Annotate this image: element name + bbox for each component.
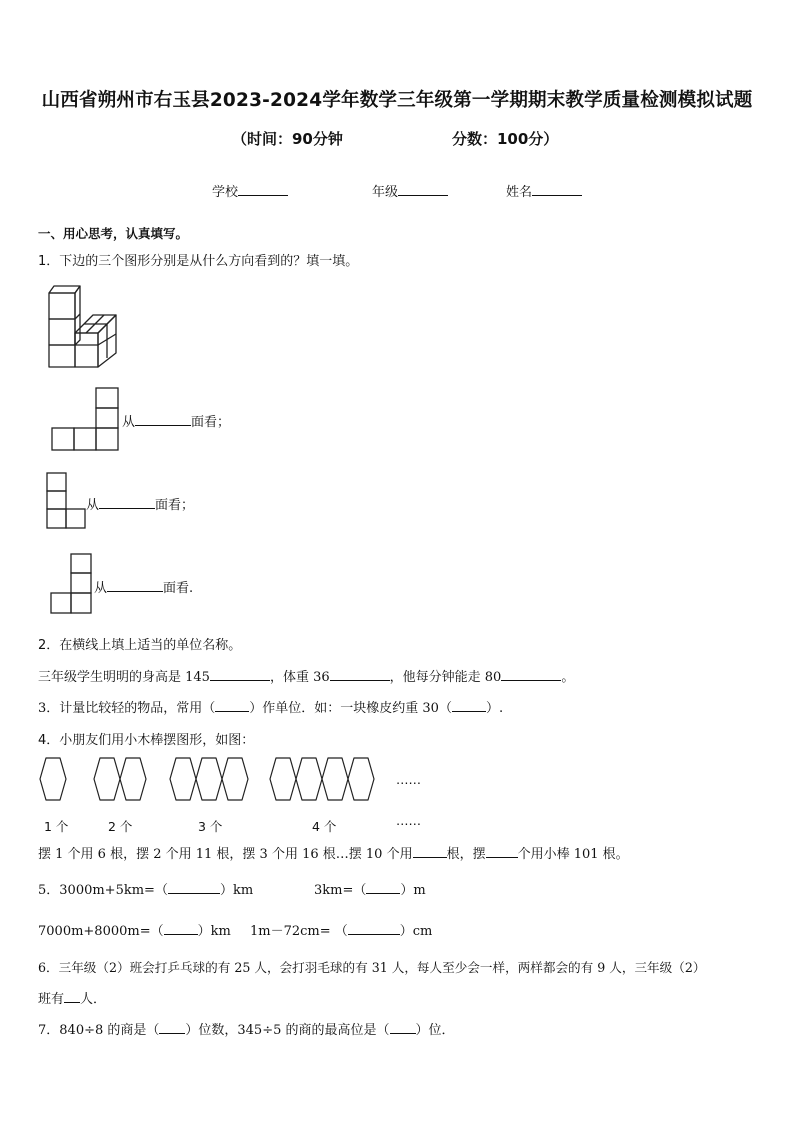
question-5b: 3km=（ ）m xyxy=(314,883,426,898)
question-7-line: 7．840÷8 的商是（ ）位数，345÷5 的商的最高位是（ ）位． xyxy=(38,1023,455,1038)
hexagon-4-3 xyxy=(322,758,348,800)
view-2-answer[interactable]: 从 面看； xyxy=(86,498,195,513)
name-blank[interactable] xyxy=(532,183,582,196)
hexagon-label-3: 3 个 xyxy=(198,819,223,834)
q6-blank[interactable] xyxy=(64,990,80,1003)
question-6-line-1: 6．三年级（2）班会打乒乓球的有 25 人，会打羽毛球的有 31 人，每人至少会一样，两样都会的有 9 人，三年级（2） xyxy=(38,960,706,975)
school-blank[interactable] xyxy=(238,183,288,196)
hexagon-3-1 xyxy=(170,758,196,800)
grade-field[interactable] xyxy=(372,181,448,200)
name-label: 姓名 xyxy=(506,185,533,200)
question-6-line-2: 班有 人． xyxy=(38,992,107,1007)
view-3-figure xyxy=(50,553,94,615)
grade-blank[interactable] xyxy=(398,183,448,196)
unit-blank-2[interactable] xyxy=(452,699,486,712)
hexagon-sticks-figure xyxy=(36,756,426,808)
continuation-dots-top: …… xyxy=(396,772,421,787)
grade-label: 年级 xyxy=(372,185,399,200)
weight-unit-blank[interactable] xyxy=(330,668,390,681)
q5d-blank[interactable] xyxy=(348,922,400,935)
question-1-text: 1．下边的三个图形分别是从什么方向看到的？填一填。 xyxy=(38,254,359,269)
view-1-blank[interactable] xyxy=(135,413,191,426)
view-1-figure xyxy=(52,386,122,452)
walk-unit-blank[interactable] xyxy=(501,668,561,681)
cube-stack-figure xyxy=(48,282,120,368)
page-title: 山西省朔州市右玉县2023-2024学年数学三年级第一学期期末教学质量检测模拟试题 xyxy=(41,90,753,111)
question-4-text: 4．小朋友们用小木棒摆图形，如图： xyxy=(38,733,255,748)
exam-time: （时间：90分钟 xyxy=(232,130,343,148)
height-unit-blank[interactable] xyxy=(210,668,270,681)
question-4-line: 摆 1 个用 6 根，摆 2 个用 11 根，摆 3 个用 16 根…摆 10 个用 根，摆 个用小棒 101 根。 xyxy=(38,847,629,862)
question-3-line: 3．计量比较轻的物品，常用（ ）作单位．如：一块橡皮约重 30（ ）. xyxy=(38,701,504,716)
hexagon-3-2 xyxy=(196,758,222,800)
q5b-blank[interactable] xyxy=(366,881,400,894)
view-3-answer[interactable]: 从 面看. xyxy=(94,581,194,596)
question-2-line: 三年级学生明明的身高是 145 ，体重 36 ，他每分钟能走 80 。 xyxy=(38,670,575,685)
q5c-blank[interactable] xyxy=(164,922,198,935)
hexagon-4-1 xyxy=(270,758,296,800)
hexagon-2-1 xyxy=(94,758,120,800)
section-heading: 一、用心思考，认真填写。 xyxy=(38,226,189,241)
view-3-blank[interactable] xyxy=(107,579,163,592)
hexagon-label-2: 2 个 xyxy=(108,819,133,834)
hexagon-4-4 xyxy=(348,758,374,800)
q5a-blank[interactable] xyxy=(168,881,220,894)
school-label: 学校 xyxy=(212,185,239,200)
hexagon-3-3 xyxy=(222,758,248,800)
count-101-blank[interactable] xyxy=(486,845,518,858)
hexagon-2-2 xyxy=(120,758,146,800)
question-2-text: 2．在横线上填上适当的单位名称。 xyxy=(38,638,242,653)
unit-blank-1[interactable] xyxy=(215,699,249,712)
school-field[interactable] xyxy=(212,181,288,200)
hexagon-4-2 xyxy=(296,758,322,800)
name-field[interactable] xyxy=(506,181,582,200)
view-2-blank[interactable] xyxy=(99,496,155,509)
q7-digits-blank[interactable] xyxy=(159,1021,185,1034)
hexagon-label-4: 4 个 xyxy=(312,819,337,834)
continuation-dots-bottom: …… xyxy=(396,813,421,828)
hexagon-label-1: 1 个 xyxy=(44,819,69,834)
view-2-figure xyxy=(46,472,88,530)
hexagon-1-1 xyxy=(40,758,66,800)
exam-score: 分数：100分） xyxy=(452,130,559,148)
view-1-answer[interactable]: 从 面看； xyxy=(122,415,231,430)
question-5c: 7000m+8000m=（ ）km xyxy=(38,924,231,939)
sticks-10-blank[interactable] xyxy=(413,845,447,858)
question-5d: 1m－72cm= （ ）cm xyxy=(250,924,433,939)
q7-place-blank[interactable] xyxy=(390,1021,416,1034)
question-5a: 5．3000m+5km=（ ）km xyxy=(38,883,254,898)
